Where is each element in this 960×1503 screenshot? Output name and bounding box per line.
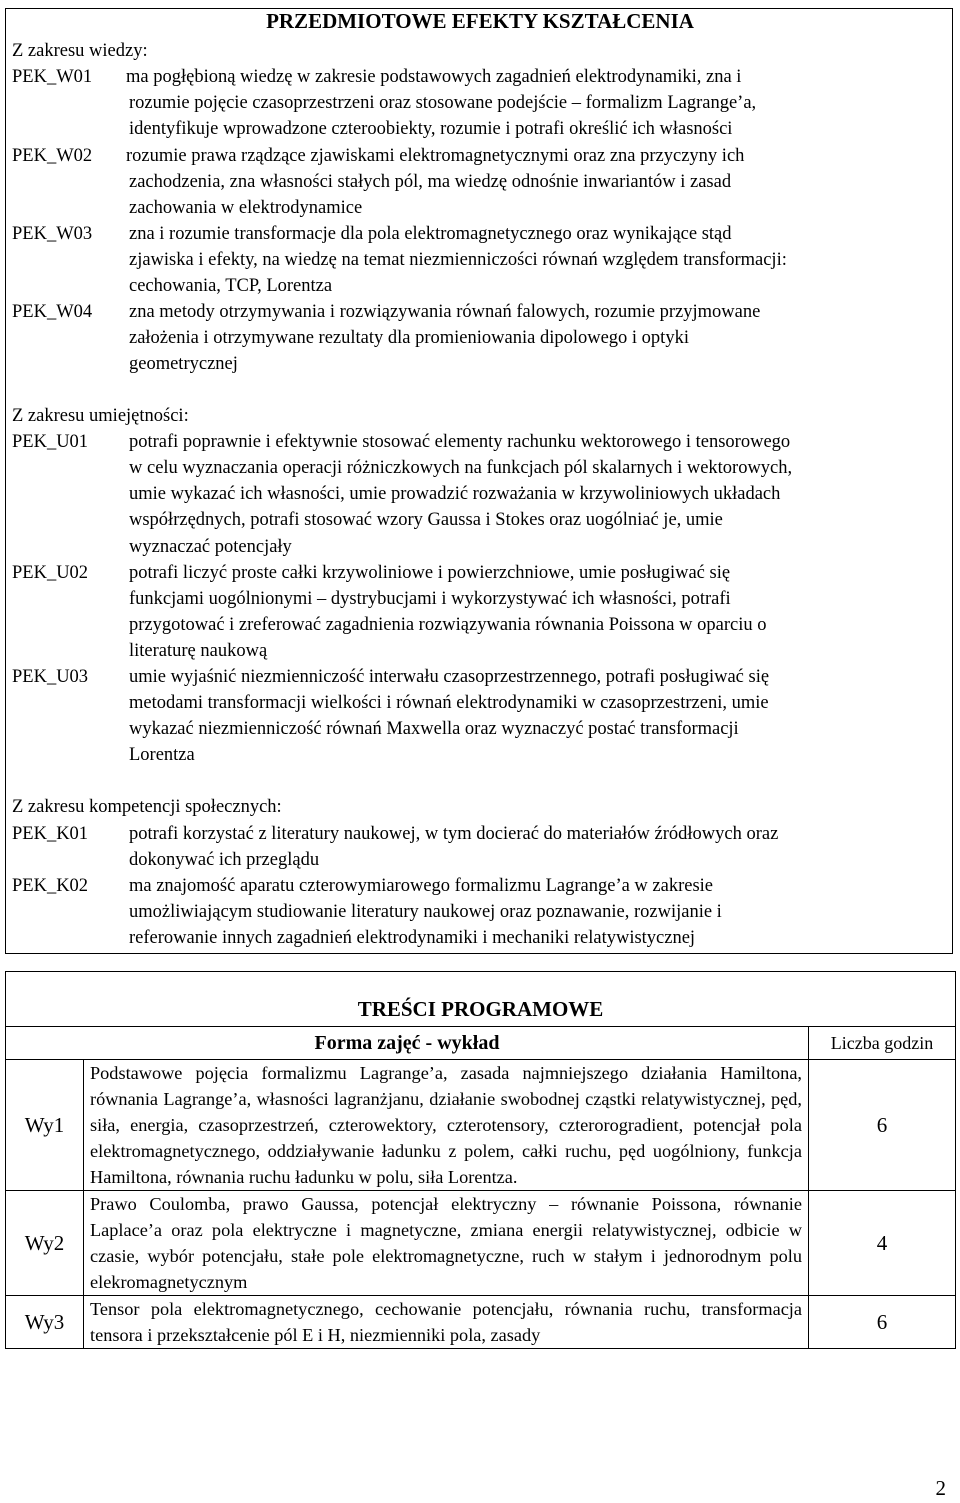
- social-header: Z zakresu kompetencji społecznych:: [12, 797, 282, 817]
- outcome-line: umie wykazać ich własności, umie prowadzić rozważania w krzywoliniowych układach: [129, 484, 781, 504]
- outcome-line: zachodzenia, zna własności stałych pól, ma wiedzę odnośnie inwariantów i zasad: [129, 172, 732, 192]
- effects-title: PRZEDMIOTOWE EFEKTY KSZTAŁCENIA: [266, 9, 694, 33]
- outcome-line: ma znajomość aparatu czterowymiarowego formalizmu Lagrange’a w zakresie: [129, 876, 714, 896]
- knowledge-header: Z zakresu wiedzy:: [12, 41, 148, 61]
- outcome-line: ma pogłębioną wiedzę w zakresie podstawowych zagadnień elektrodynamiki, zna i: [126, 67, 742, 87]
- lecture-hours: 6: [809, 1296, 956, 1349]
- hours-header: Liczba godzin: [809, 1027, 956, 1060]
- program-title: TREŚCI PROGRAMOWE: [6, 972, 956, 1027]
- outcome-line: geometrycznej: [129, 354, 238, 374]
- table-row: [6, 1191, 956, 1296]
- outcome-line: Lorentza: [129, 745, 195, 765]
- lecture-content: Tensor pola elektromagnetycznego, cechowanie potencjału, równania ruchu, transformacja tensora i przekształcenie pól E i H, niezmienniki pola, zasady: [84, 1296, 809, 1349]
- outcome-line: potrafi liczyć proste całki krzywoliniowe i powierzchniowe, umie posługiwać się: [129, 563, 731, 583]
- outcome-code: PEK_U02: [12, 563, 89, 583]
- outcome-code: PEK_W01: [12, 67, 93, 87]
- outcome-line: identyfikuje wprowadzone czteroobiekty, rozumie i potrafi określić ich własności: [129, 119, 733, 139]
- outcome-line: referowanie innych zagadnień elektrodynamiki i mechaniki relatywistycznej: [129, 928, 696, 948]
- outcome-code: PEK_U03: [12, 667, 89, 687]
- table-row: [6, 1060, 956, 1191]
- outcome-line: zjawiska i efekty, na wiedzę na temat niezmienniczości równań względem transformacji:: [129, 250, 787, 270]
- outcome-line: zachowania w elektrodynamice: [129, 198, 363, 218]
- form-header: Forma zajęć - wykład: [6, 1027, 809, 1060]
- lecture-code: Wy2: [6, 1191, 84, 1296]
- outcome-line: potrafi poprawnie i efektywnie stosować elementy rachunku wektorowego i tensorowego: [129, 432, 791, 452]
- page-number: 2: [935, 1476, 946, 1500]
- outcome-line: potrafi korzystać z literatury naukowej, w tym docierać do materiałów źródłowych oraz: [129, 824, 779, 844]
- lecture-hours: 4: [809, 1191, 956, 1296]
- outcome-line: metodami transformacji wielkości i równań elektrodynamiki w czasoprzestrzeni, umie: [129, 693, 769, 713]
- outcome-line: zna metody otrzymywania i rozwiązywania równań falowych, rozumie przyjmowane: [129, 302, 761, 322]
- outcome-code: PEK_U01: [12, 432, 89, 452]
- lecture-code: Wy3: [6, 1296, 84, 1349]
- outcome-line: cechowania, TCP, Lorentza: [129, 276, 333, 296]
- outcome-code: PEK_W04: [12, 302, 93, 322]
- lecture-code: Wy1: [6, 1060, 84, 1191]
- outcome-line: zna i rozumie transformacje dla pola elektromagnetycznego oraz wynikające stąd: [129, 224, 732, 244]
- outcome-line: założenia i otrzymywane rezultaty dla promieniowania dipolowego i optyki: [129, 328, 689, 348]
- outcome-line: umie wyjaśnić niezmienniczość interwału czasoprzestrzennego, potrafi posługiwać się: [129, 667, 770, 687]
- outcome-code: PEK_K01: [12, 824, 89, 844]
- outcome-line: umożliwiającym studiowanie literatury naukowej oraz poznawanie, rozwijanie i: [129, 902, 722, 922]
- outcome-line: rozumie pojęcie czasoprzestrzeni oraz stosowane podejście – formalizm Lagrange’a,: [129, 93, 757, 113]
- outcome-code: PEK_W02: [12, 146, 93, 166]
- program-table: [5, 971, 956, 1349]
- outcome-line: rozumie prawa rządzące zjawiskami elektromagnetycznymi oraz zna przyczyny ich: [126, 146, 745, 166]
- outcome-line: współrzędnych, potrafi stosować wzory Gaussa i Stokes oraz uogólniać je, umie: [129, 510, 723, 530]
- outcome-line: wykazać niezmienniczość równań Maxwella oraz wyznaczyć postać transformacji: [129, 719, 739, 739]
- outcome-line: wyznaczać potencjały: [129, 537, 292, 557]
- outcome-line: dokonywać ich przeglądu: [129, 850, 320, 870]
- lecture-content: Podstawowe pojęcia formalizmu Lagrange’a, zasada najmniejszego działania Hamiltona, równania Lagrange’a, własności lagranżjanu, działanie swobodnej cząstki relatywistycznej, pęd, siła, energia, czasoprzestrzeń, czterowektory, czterotensory, czterorogradient, potencjał pola elektromagnetycznego, oddziaływanie ładunku z polem, całki ruchu, pęd uogólniony, funkcja Hamiltona, równania ruchu ładunku w polu, siła Lorentza.: [84, 1060, 809, 1191]
- outcome-code: PEK_W03: [12, 224, 93, 244]
- lecture-content: Prawo Coulomba, prawo Gaussa, potencjał elektryczny – równanie Poissona, równanie Laplace’a oraz pola elektryczne i magnetyczne, zmiana energii relatywistycznej, odbicie w czasie, wybór potencjału, stałe pole elektromagnetyczne, ruch w stałym i jednorodnym polu elekromagnetycznym: [84, 1191, 809, 1296]
- table-row: [6, 1296, 956, 1349]
- outcome-line: literaturę naukową: [129, 641, 268, 661]
- outcome-line: przygotować i zreferować zagadnienia rozwiązywania równania Poissona w oparciu o: [129, 615, 767, 635]
- outcome-line: w celu wyznaczania operacji różniczkowych na funkcjach pól skalarnych i wektorowych,: [129, 458, 793, 478]
- lecture-hours: 6: [809, 1060, 956, 1191]
- outcome-line: funkcjami uogólnionymi – dystrybucjami i wykorzystywać ich własności, potrafi: [129, 589, 731, 609]
- skills-header: Z zakresu umiejętności:: [12, 406, 189, 426]
- outcome-code: PEK_K02: [12, 876, 89, 896]
